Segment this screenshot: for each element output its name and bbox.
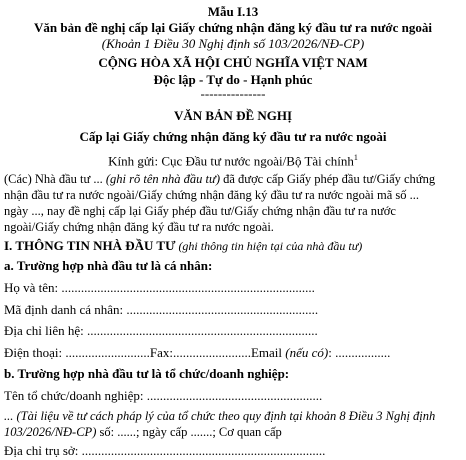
field-personal-id: Mã định danh cá nhân: ........................................................... xyxy=(4,302,319,317)
addressee-text: Kính gửi: Cục Đầu tư nước ngoài/Bộ Tài chính xyxy=(108,153,354,169)
country-name: CỘNG HÒA XÃ HỘI CHỦ NGHĨA VIỆT NAM xyxy=(98,55,368,70)
intro-text: (Các) Nhà đầu tư ... xyxy=(4,172,106,186)
intro-line-3: ngày ..., nay đề nghị cấp lại Giấy phép đầu tư/Giấy chứng nhận đầu tư ra nước xyxy=(4,204,396,218)
subsection-a-heading: a. Trường hợp nhà đầu tư là cá nhân: xyxy=(4,258,213,273)
document-subtitle: Cấp lại Giấy chứng nhận đăng ký đầu tư ra nước ngoài xyxy=(79,129,387,144)
legal-doc-fields: số: ......; ngày cấp .......; Cơ quan cấp xyxy=(96,425,282,439)
field-hq-address: Địa chỉ trụ sở: ........................................................................... xyxy=(4,443,326,458)
legal-doc-ref: 103/2026/NĐ-CP) xyxy=(4,425,97,439)
header-separator: --------------- xyxy=(200,86,266,101)
national-motto: Độc lập - Tự do - Hạnh phúc xyxy=(153,72,313,87)
intro-line-1 xyxy=(4,171,462,187)
footnote-mark: 1 xyxy=(353,153,358,162)
intro-line-4: ngoài/Giấy chứng nhận đăng ký đầu tư ra nước ngoài. xyxy=(4,220,274,234)
email-tail: : ................. xyxy=(328,345,391,360)
legal-basis: (Khoản 1 Điều 30 Nghị định số 103/2026/NĐ-CP) xyxy=(101,36,365,51)
field-organization-name: Tên tổ chức/doanh nghiệp: ...................................................... xyxy=(4,388,323,403)
legal-doc-line-2 xyxy=(4,424,462,440)
field-contact-address: Địa chỉ liên hệ: ....................................................................... xyxy=(4,323,318,338)
intro-line-2: nhận đầu tư ra nước ngoài/Giấy chứng nhận đăng ký đầu tư ra nước ngoài mã số ... xyxy=(4,188,420,202)
field-phone-text: Điện thoại: ..........................Fax:........................Email xyxy=(4,345,286,360)
section-heading-note: (ghi thông tin hiện tại của nhà đầu tư) xyxy=(175,239,363,253)
section-1-heading xyxy=(4,238,462,254)
legal-doc-line-1: ... (Tài liệu về tư cách pháp lý của tổ chức theo quy định tại khoản 8 Điều 3 Nghị định xyxy=(4,409,436,423)
email-note: (nếu có) xyxy=(285,345,329,360)
intro-text: đã được cấp Giấy phép đầu tư/Giấy chứng xyxy=(220,172,436,186)
document-title: VĂN BẢN ĐỀ NGHỊ xyxy=(173,108,293,123)
field-phone-fax-email xyxy=(4,345,462,361)
addressee xyxy=(0,150,466,169)
form-number: Mẫu I.13 xyxy=(207,4,259,19)
intro-note: (ghi rõ tên nhà đầu tư) xyxy=(105,172,220,186)
field-full-name: Họ và tên: .............................................................................. xyxy=(4,280,315,295)
subsection-b-heading: b. Trường hợp nhà đầu tư là tổ chức/doanh nghiệp: xyxy=(4,366,290,381)
section-heading: I. THÔNG TIN NHÀ ĐẦU TƯ xyxy=(4,238,176,253)
form-title: Văn bản đề nghị cấp lại Giấy chứng nhận đăng ký đầu tư ra nước ngoài xyxy=(34,20,432,35)
